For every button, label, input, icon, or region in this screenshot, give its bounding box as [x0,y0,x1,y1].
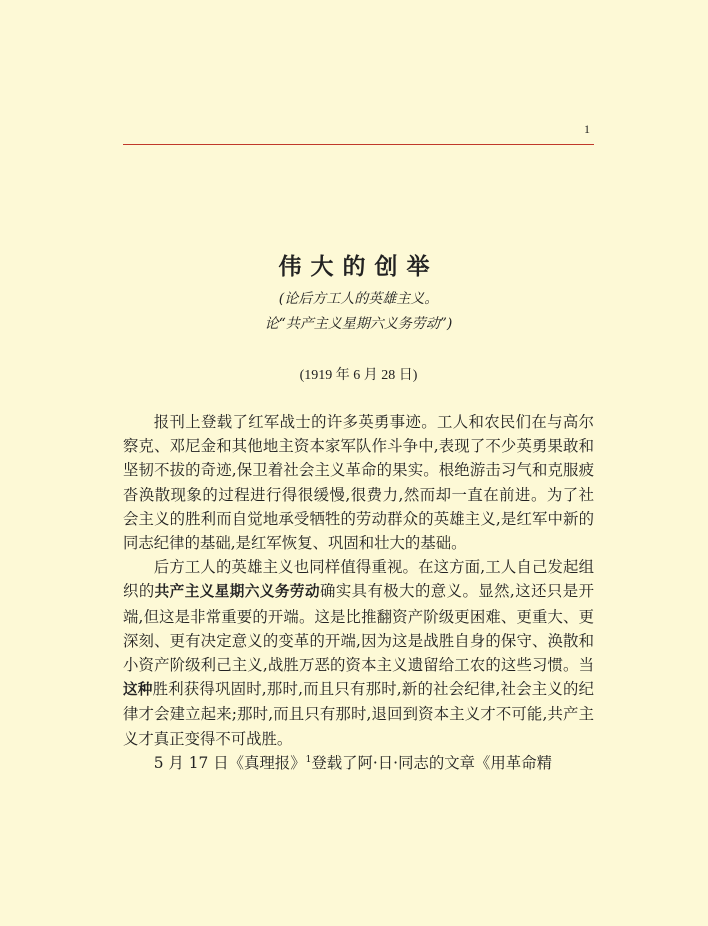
subtitle-line-1: (论后方工人的英雄主义。 [278,291,439,307]
paragraph-3 [123,751,594,775]
subtitle-line-2: 论“共产主义星期六义务劳动”) [264,316,453,332]
emphasis-subbotnik: 共产主义星期六义务劳动 [154,583,320,601]
header-rule [123,144,594,145]
footnote-marker[interactable]: 1 [305,754,312,765]
article-title: 伟大的创举 [278,254,439,280]
article-subtitle [123,287,594,337]
article-date: (1919 年 6 月 28 日) [299,368,418,383]
paragraph-3-text-b: 登载了阿·日·同志的文章《用革命精 [311,753,552,772]
emphasis-this-kind: 这种 [123,681,153,699]
paragraph-2-text-a: 后方工人的英雄主义也同样值得重视。在这方面,工人自己发起组织的 [123,558,594,601]
paragraph-3-text-a: 5 月 17 日《真理报》 [153,753,306,772]
paragraph-1: 报刊上登载了红军战士的许多英勇事迹。工人和农民们在与高尔察克、邓尼金和其他地主资本家军队作斗争中,表现了不少英勇果敢和坚韧不拔的奇迹,保卫着社会主义革命的果实。根绝游击习气和克服疲沓涣散现象的过程进行得很缓慢,很费力,然而却一直在前进。为了社会主义的胜利而自觉地承受牺牲的劳动群众的英雄主义,是红军中新的同志纪律的基础,是红军恢复、巩固和壮大的基础。 [123,413,594,553]
paragraph-2-text-b: 确实具有极大的意义。显然,这还只是开端,但这是非常重要的开端。这是比推翻资产阶级更困难、更重大、更深刻、更有决定意义的变革的开端,因为这是战胜自身的保守、涣散和小资产阶级利己主义,战胜万恶的资本主义遗留给工农的这些习惯。当 [123,582,594,675]
article-body [123,410,594,775]
paragraph-2-text-c: 胜利获得巩固时,那时,而且只有那时,新的社会纪律,社会主义的纪律才会建立起来;那时,而且只有那时,退回到资本主义才不可能,共产主义才真正变得不可战胜。 [123,680,594,748]
page-number: 1 [584,122,590,136]
paragraph-2 [123,555,594,751]
